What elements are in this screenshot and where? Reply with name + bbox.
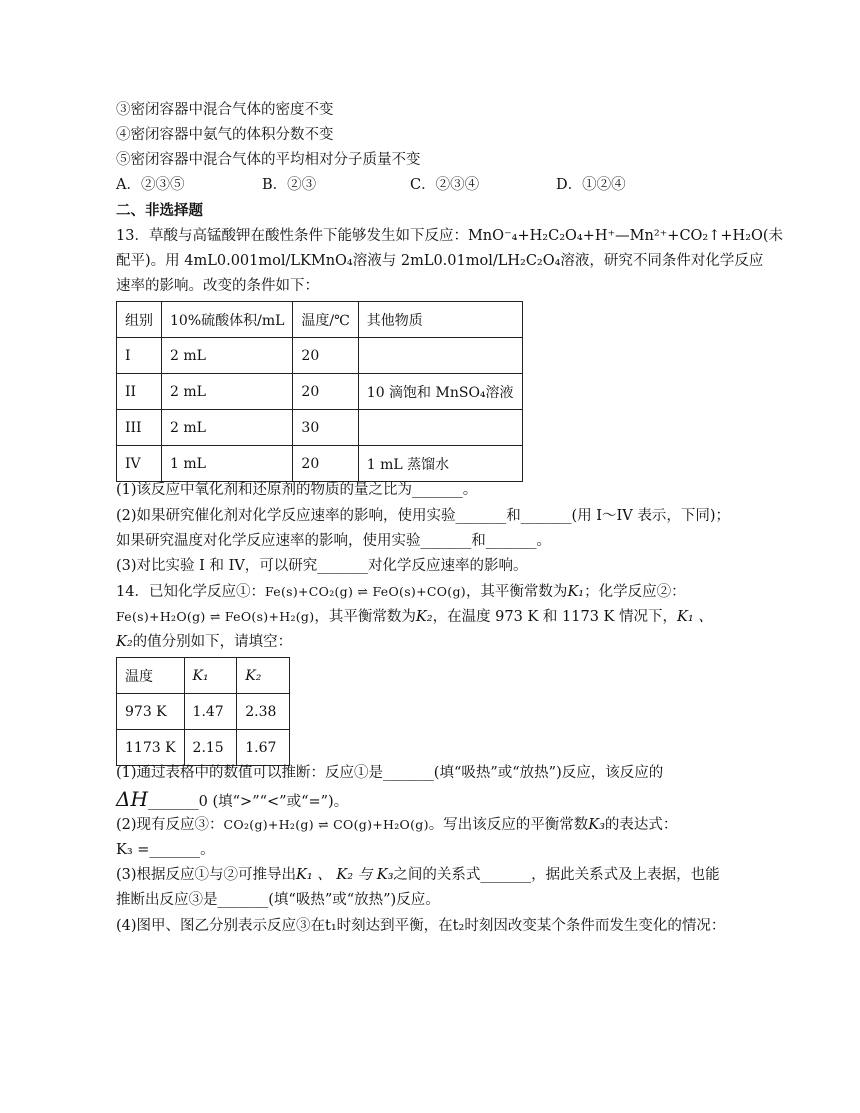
table-cell: 973 K: [117, 694, 185, 730]
q14-text: ，在温度 973 K 和 1173 K 情况下，: [432, 609, 677, 625]
k-relation-symbols: K₁ 、 K₂ 与 K₃: [296, 867, 394, 883]
table-header-row: [117, 658, 290, 694]
header-cell: 其他物质: [358, 302, 522, 338]
k3-symbol: K₃: [588, 817, 605, 833]
q13-conditions-table: [116, 301, 523, 482]
table-cell: 20: [293, 338, 358, 374]
table-cell: II: [117, 374, 162, 410]
q13-stem-line-3: 速率的影响。改变的条件如下：: [116, 278, 319, 294]
table-cell: [358, 338, 522, 374]
table-cell: 1173 K: [117, 730, 185, 766]
q12-option-c: C．②③④: [410, 177, 480, 193]
header-cell: 10%硫酸体积/mL: [162, 302, 293, 338]
table-row: [117, 694, 290, 730]
q14-sub-3a: [116, 865, 720, 885]
q14-sub-2d: K₃ =_______。: [116, 842, 215, 858]
table-cell: IV: [117, 446, 162, 482]
header-cell: 温度/℃: [293, 302, 358, 338]
k1-symbol: K₁ 、: [676, 609, 713, 625]
section-title: 二、非选择题: [116, 202, 203, 219]
q14-stem-line-2: [116, 607, 713, 627]
q13-stem-line-2: 配平)。用 4mL0.001mol/LKMnO₄溶液与 2mL0.01mol/LH₂C₂O₄溶液，研究不同条件对化学反应: [116, 253, 764, 269]
q14-sub-1a: (1)通过表格中的数值可以推断：反应①是_______(填“吸热”或“放热”)反应，该反应的: [116, 765, 664, 781]
q14-text: 的表达式：: [604, 817, 678, 833]
q12-option-a: A．②③⑤: [116, 177, 185, 193]
reaction-3-equation: CO₂(g)+H₂(g) ⇌ CO(g)+H₂O(g): [223, 817, 429, 832]
q14-intro: 14．已知化学反应①：: [116, 584, 265, 600]
table-header-row: [117, 302, 523, 338]
k2-symbol: K₂: [415, 609, 433, 625]
table-cell: I: [117, 338, 162, 374]
q14-sub-2: [116, 815, 677, 835]
q12-item-4: ④密闭容器中氨气的体积分数不变: [116, 127, 334, 143]
k2-symbol: K₂: [116, 634, 133, 650]
table-cell: 10 滴饱和 MnSO₄溶液: [358, 374, 522, 410]
reaction-1-equation: Fe(s)+CO₂(g) ⇌ FeO(s)+CO(g): [264, 584, 466, 599]
q12-options: [116, 175, 626, 195]
reaction-2-equation: Fe(s)+H₂O(g) ⇌ FeO(s)+H₂(g): [116, 609, 315, 624]
q14-text: 的值分别如下，请填空：: [132, 634, 293, 650]
q13-sub-2a: (2)如果研究催化剂对化学反应速率的影响，使用实验_______和_______(用 I～IV 表示，下同)；: [116, 508, 730, 524]
q13-sub-1: (1)该反应中氧化剂和还原剂的物质的量之比为_______。: [116, 482, 478, 498]
header-cell: K₂: [237, 658, 290, 694]
table-row: [117, 374, 523, 410]
q14-sub-1b: [116, 789, 348, 812]
q12-item-3: ③密闭容器中混合气体的密度不变: [116, 102, 334, 118]
q14-text: 。写出该反应的平衡常数: [428, 817, 589, 833]
table-cell: 2 mL: [162, 338, 293, 374]
q14-text: _______0 (填“>”“<”或“=”)。: [147, 794, 349, 810]
table-cell: III: [117, 410, 162, 446]
table-cell: 2 mL: [162, 410, 293, 446]
q14-text: 之间的关系式_______，据此关系式及上表据，也能: [393, 867, 720, 883]
q14-sub-4: (4)图甲、图乙分别表示反应③在t₁时刻达到平衡，在t₂时刻因改变某个条件而发生变化的情况：: [116, 918, 726, 934]
q12-option-d: D．①②④: [556, 177, 626, 193]
q14-sub-3b: 推断出反应③是_______(填“吸热”或“放热”)反应。: [116, 892, 440, 908]
table-cell: 2 mL: [162, 374, 293, 410]
q14-text: ，其平衡常数为: [465, 584, 568, 600]
table-cell: 1.47: [184, 694, 237, 730]
header-cell: K₁: [184, 658, 237, 694]
header-cell: 组别: [117, 302, 162, 338]
table-row: [117, 446, 523, 482]
table-row: [117, 730, 290, 766]
table-cell: 20: [293, 374, 358, 410]
q14-stem-line-3: [116, 632, 292, 652]
q13-stem-line-1: 13．草酸与高锰酸钾在酸性条件下能够发生如下反应：MnO⁻₄+H₂C₂O₄+H⁺—Mn²⁺+CO₂↑+H₂O(未: [116, 228, 784, 244]
q14-stem-line-1: [116, 582, 686, 602]
q12-option-b: B．②③: [262, 177, 317, 193]
table-cell: 2.38: [237, 694, 290, 730]
table-row: [117, 338, 523, 374]
k1-symbol: K₁: [567, 584, 585, 600]
header-cell: 温度: [117, 658, 185, 694]
q13-sub-3: (3)对比实验 I 和 IV，可以研究_______对化学反应速率的影响。: [116, 558, 528, 574]
table-cell: 30: [293, 410, 358, 446]
q14-text: (2)现有反应③：: [116, 817, 224, 833]
q14-constants-table: [116, 657, 290, 766]
table-cell: 2.15: [184, 730, 237, 766]
table-cell: [358, 410, 522, 446]
q12-item-5: ⑤密闭容器中混合气体的平均相对分子质量不变: [116, 152, 421, 168]
q14-text: ；化学反应②：: [584, 584, 686, 600]
table-cell: 1 mL 蒸馏水: [358, 446, 522, 482]
q13-sub-2b: 如果研究温度对化学反应速率的影响，使用实验_______和_______。: [116, 533, 551, 549]
table-row: [117, 410, 523, 446]
table-cell: 1 mL: [162, 446, 293, 482]
q14-text: ，其平衡常数为: [314, 609, 416, 625]
table-cell: 1.67: [237, 730, 290, 766]
delta-h-symbol: ΔH: [116, 787, 148, 811]
table-cell: 20: [293, 446, 358, 482]
q14-text: (3)根据反应①与②可推导出: [116, 867, 297, 883]
